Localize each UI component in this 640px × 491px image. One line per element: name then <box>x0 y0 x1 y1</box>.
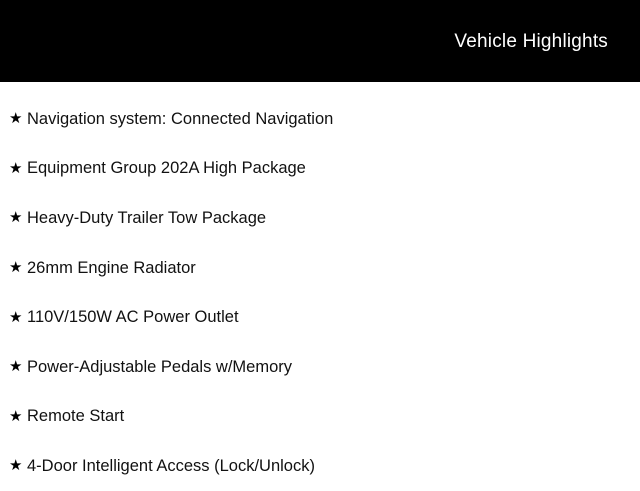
star-icon: ★ <box>9 308 23 326</box>
list-item <box>0 342 640 392</box>
page-title: Vehicle Highlights <box>454 30 608 52</box>
star-icon: ★ <box>9 457 23 475</box>
star-icon: ★ <box>9 159 23 177</box>
highlights-list <box>0 82 640 491</box>
list-item-label: 110V/150W AC Power Outlet <box>27 308 239 327</box>
list-item-label: Equipment Group 202A High Package <box>27 159 306 178</box>
list-item <box>0 441 640 491</box>
list-item-label: 4-Door Intelligent Access (Lock/Unlock) <box>27 456 315 475</box>
header-bar <box>0 0 640 82</box>
list-item <box>0 292 640 342</box>
list-item <box>0 392 640 442</box>
star-icon: ★ <box>9 259 23 277</box>
list-item <box>0 144 640 194</box>
list-item-label: Navigation system: Connected Navigation <box>27 109 334 128</box>
list-item-label: Remote Start <box>27 407 125 426</box>
star-icon: ★ <box>9 358 23 376</box>
list-item <box>0 193 640 243</box>
star-icon: ★ <box>9 110 23 128</box>
list-item <box>0 94 640 144</box>
list-item <box>0 243 640 293</box>
list-item-label: Heavy-Duty Trailer Tow Package <box>27 208 267 227</box>
list-item-label: 26mm Engine Radiator <box>27 258 196 277</box>
list-item-label: Power-Adjustable Pedals w/Memory <box>27 357 293 376</box>
star-icon: ★ <box>9 209 23 227</box>
star-icon: ★ <box>9 407 23 425</box>
